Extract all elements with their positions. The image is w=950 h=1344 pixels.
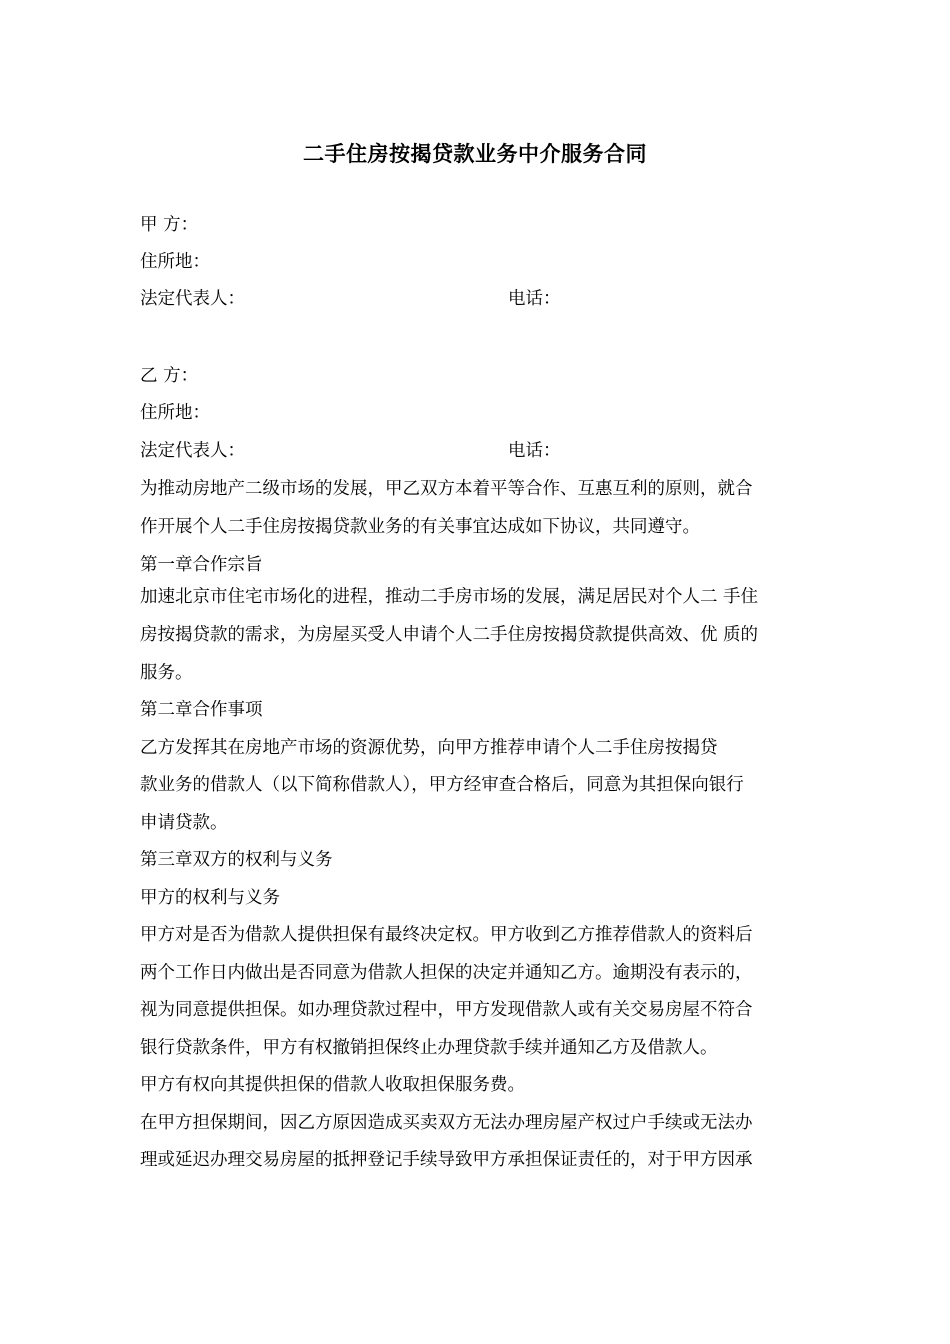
body-line: 房按揭贷款的需求，为房屋买受人申请个人二手住房按揭贷款提供高效、优 质的 [140, 625, 759, 645]
body-line: 两个工作日内做出是否同意为借款人担保的决定并通知乙方。逾期没有表示的， [140, 963, 753, 983]
body-line: 乙方发挥其在房地产市场的资源优势，向甲方推荐申请个人二手住房按揭贷 [140, 738, 718, 758]
party-b-address: 住所地： [140, 403, 210, 423]
party-a-phone: 电话： [508, 289, 561, 309]
chapter-heading: 第一章合作宗旨 [140, 555, 263, 575]
body-line: 银行贷款条件，甲方有权撤销担保终止办理贷款手续并通知乙方及借款人。 [140, 1038, 718, 1058]
body-line: 作开展个人二手住房按揭贷款业务的有关事宜达成如下协议，共同遵守。 [140, 517, 700, 537]
body-line: 服务。 [140, 663, 193, 683]
body-line: 甲方有权向其提供担保的借款人收取担保服务费。 [140, 1075, 525, 1095]
document-title: 二手住房按揭贷款业务中介服务合同 [303, 142, 647, 166]
section-heading: 甲方的权利与义务 [140, 888, 280, 908]
chapter-heading: 第三章双方的权利与义务 [140, 850, 333, 870]
body-line: 理或延迟办理交易房屋的抵押登记手续导致甲方承担保证责任的，对于甲方因承 [140, 1150, 753, 1170]
body-line: 款业务的借款人（以下简称借款人），甲方经审查合格后，同意为其担保向银行 [140, 775, 744, 795]
body-line: 为推动房地产二级市场的发展，甲乙双方本着平等合作、互惠互利的原则，就合 [140, 479, 753, 499]
party-b-rep: 法定代表人： [140, 441, 245, 461]
party-a-address: 住所地： [140, 252, 210, 272]
chapter-heading: 第二章合作事项 [140, 700, 263, 720]
body-line: 甲方对是否为借款人提供担保有最终决定权。甲方收到乙方推荐借款人的资料后 [140, 925, 753, 945]
party-b-label: 乙 方： [140, 366, 199, 386]
party-a-label: 甲 方： [140, 215, 199, 235]
party-a-rep: 法定代表人： [140, 289, 245, 309]
body-line: 视为同意提供担保。如办理贷款过程中，甲方发现借款人或有关交易房屋不符合 [140, 1000, 753, 1020]
body-line: 加速北京市住宅市场化的进程，推动二手房市场的发展，满足居民对个人二 手住 [140, 587, 759, 607]
body-line: 申请贷款。 [140, 813, 228, 833]
body-line: 在甲方担保期间，因乙方原因造成买卖双方无法办理房屋产权过户手续或无法办 [140, 1113, 753, 1133]
party-b-phone: 电话： [508, 441, 561, 461]
